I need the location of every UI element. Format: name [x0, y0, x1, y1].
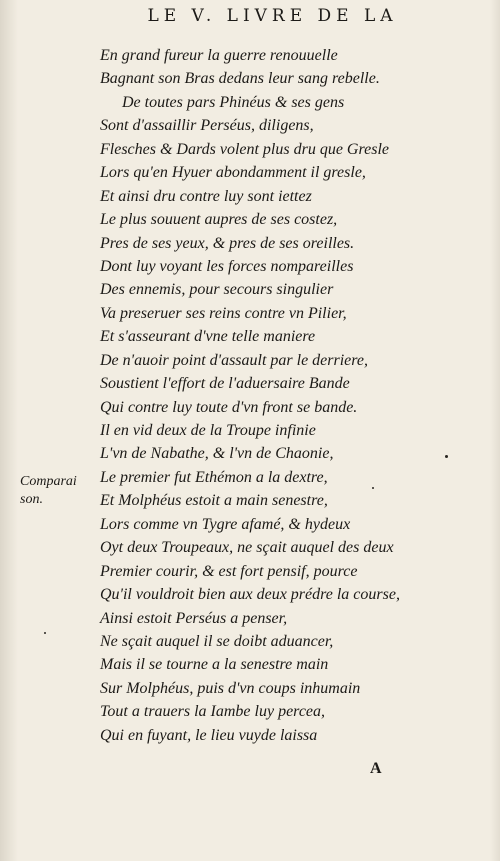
verse-line: Soustient l'effort de l'aduersaire Bande [100, 375, 350, 393]
verse-line: Sont d'assaillir Perséus, diligens, [100, 117, 314, 135]
ink-speck [44, 632, 46, 634]
verse-line: En grand fureur la guerre renouuelle [100, 47, 338, 64]
verse-line: Le plus souuent aupres de ses costez, [100, 211, 338, 229]
verse-line: Et Molphéus estoit a main senestre, [100, 492, 328, 510]
verse-line: Qui en fuyant, le lieu vuyde laissa [100, 726, 318, 744]
verse-line: Ne sçait auquel il se doibt aduancer, [100, 632, 334, 650]
verse-line: Flesches & Dards volent plus dru que Gresle [100, 140, 389, 158]
verse-line: Ainsi estoit Perséus a penser, [100, 609, 288, 627]
verse-line: Lors comme vn Tygre afamé, & hydeux [100, 515, 351, 533]
verse-line: Sur Molphéus, puis d'vn coups inhumain [100, 679, 361, 697]
verse-text [100, 44, 400, 747]
ink-speck [372, 487, 374, 489]
margin-note [20, 473, 77, 509]
verse-line: De n'auoir point d'assault par le derriere, [100, 351, 369, 369]
verse-line: Va preseruer ses reins contre vn Pilier, [100, 304, 347, 322]
verse-line: L'vn de Nabathe, & l'vn de Chaonie, [100, 445, 334, 463]
verse-line: Dont luy voyant les forces nompareilles [100, 257, 354, 275]
margin-note-line-2: son. [20, 492, 43, 507]
verse-line: Qui contre luy toute d'vn front se bande. [100, 398, 358, 416]
verse-line: Premier courir, & est fort pensif, pource [100, 562, 358, 580]
verse-line: Lors qu'en Hyuer abondamment il gresle, [100, 164, 366, 182]
page-edge-shadow [490, 0, 500, 861]
verse-line: Et ainsi dru contre luy sont iettez [100, 187, 312, 205]
running-head: LE V. LIVRE DE LA [147, 6, 398, 26]
verse-line: Mais il se tourne a la senestre main [100, 656, 329, 674]
verse-line: Des ennemis, pour secours singulier [100, 281, 334, 299]
verse-line: Pres de ses yeux, & pres de ses oreilles. [100, 234, 355, 252]
verse-line: Le premier fut Ethémon a la dextre, [100, 468, 328, 486]
catchword: A [370, 760, 382, 777]
page-gutter-shadow [0, 0, 18, 861]
verse-line: De toutes pars Phinéus & ses gens [122, 93, 345, 111]
ink-speck [445, 455, 448, 458]
margin-note-line-1: Comparai [20, 474, 77, 489]
verse-line: Il en vid deux de la Troupe infinie [100, 422, 316, 439]
verse-line: Oyt deux Troupeaux, ne sçait auquel des deux [100, 539, 394, 557]
verse-line: Et s'asseurant d'vne telle maniere [100, 328, 316, 346]
verse-line: Bagnant son Bras dedans leur sang rebelle. [100, 70, 380, 88]
verse-line: Qu'il vouldroit bien aux deux prédre la course, [100, 586, 400, 604]
verse-line: Tout a trauers la Iambe luy percea, [100, 703, 326, 721]
